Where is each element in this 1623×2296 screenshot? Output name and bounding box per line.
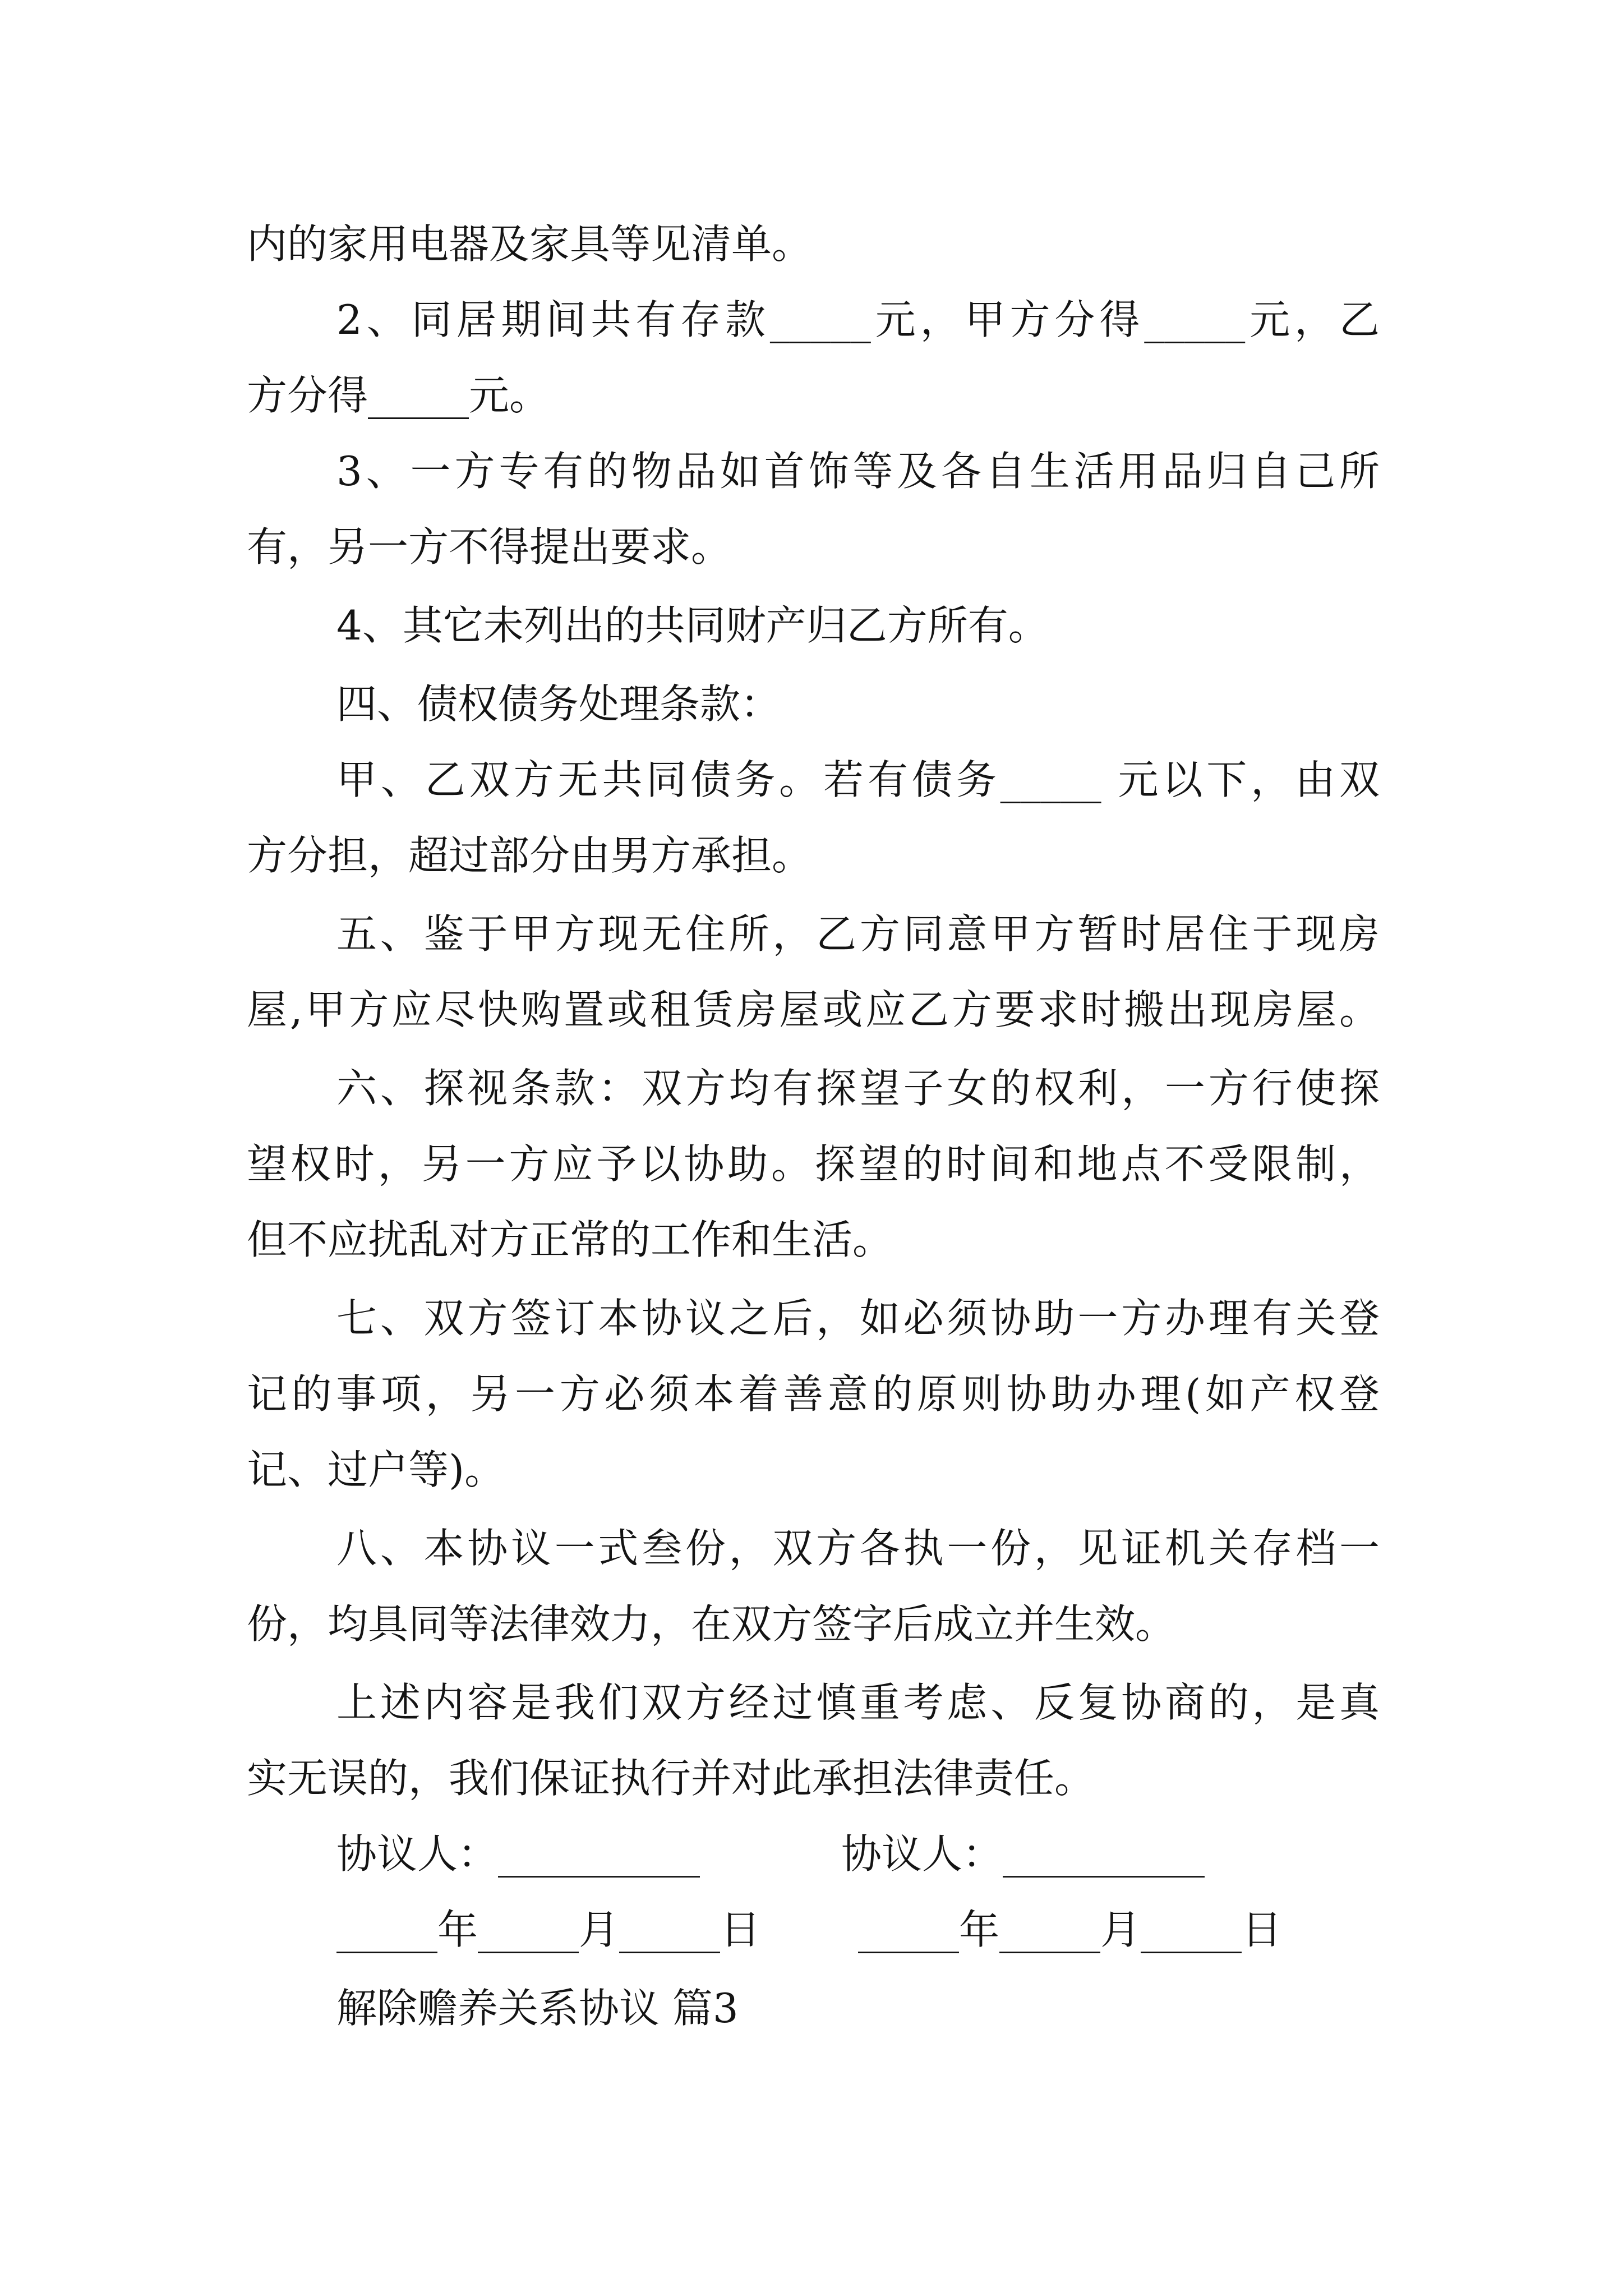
paragraph-line: 八、本协议一式叁份，双方各执一份，见证机关存档一 bbox=[336, 1525, 1380, 1572]
paragraph-line: 记、过户等)。 bbox=[247, 1446, 505, 1493]
paragraph-line: 但不应扰乱对方正常的工作和生活。 bbox=[247, 1216, 893, 1263]
paragraph-line: 五、鉴于甲方现无住所，乙方同意甲方暂时居住于现房 bbox=[336, 910, 1380, 958]
next-section-title: 解除赡养关系协议 篇3 bbox=[336, 1985, 739, 2032]
paragraph-line: 屋,甲方应尽快购置或租赁房屋或应乙方要求时搬出现房屋。 bbox=[247, 986, 1380, 1033]
paragraph-line: 上述内容是我们双方经过慎重考虑、反复协商的，是真 bbox=[336, 1679, 1380, 1726]
party-b-signature: 协议人：__________ bbox=[841, 1830, 1205, 1878]
paragraph-line: 六、探视条款：双方均有探望子女的权利，一方行使探 bbox=[336, 1065, 1380, 1112]
paragraph-line: 方分得_____元。 bbox=[247, 372, 550, 419]
paragraph-line: 有，另一方不得提出要求。 bbox=[247, 523, 732, 570]
party-a-signature: 协议人：__________ bbox=[336, 1830, 700, 1878]
paragraph-line: 望权时，另一方应予以协助。探望的时间和地点不受限制， bbox=[247, 1140, 1380, 1188]
paragraph-line: 2、同居期间共有存款_____元，甲方分得_____元，乙 bbox=[336, 296, 1380, 343]
section-heading: 四、债权债务处理条款： bbox=[336, 680, 781, 728]
paragraph-line: 实无误的，我们保证执行并对此承担法律责任。 bbox=[247, 1755, 1095, 1802]
paragraph-line: 4、其它未列出的共同财产归乙方所有。 bbox=[336, 602, 1049, 649]
paragraph-line: 记的事项，另一方必须本着善意的原则协助办理(如产权登 bbox=[247, 1370, 1380, 1418]
paragraph-line: 内的家用电器及家具等见清单。 bbox=[247, 220, 813, 268]
paragraph-line: 3、一方专有的物品如首饰等及各自生活用品归自己所 bbox=[336, 448, 1380, 495]
paragraph-line: 甲、乙双方无共同债务。若有债务_____ 元以下，由双 bbox=[336, 756, 1380, 803]
paragraph-line: 七、双方签订本协议之后，如必须协助一方办理有关登 bbox=[336, 1295, 1380, 1342]
party-a-date: _____年_____月_____日 bbox=[336, 1906, 760, 1953]
paragraph-line: 份，均具同等法律效力，在双方签字后成立并生效。 bbox=[247, 1600, 1176, 1648]
party-b-date: _____年_____月_____日 bbox=[858, 1906, 1282, 1953]
paragraph-line: 方分担，超过部分由男方承担。 bbox=[247, 832, 813, 879]
